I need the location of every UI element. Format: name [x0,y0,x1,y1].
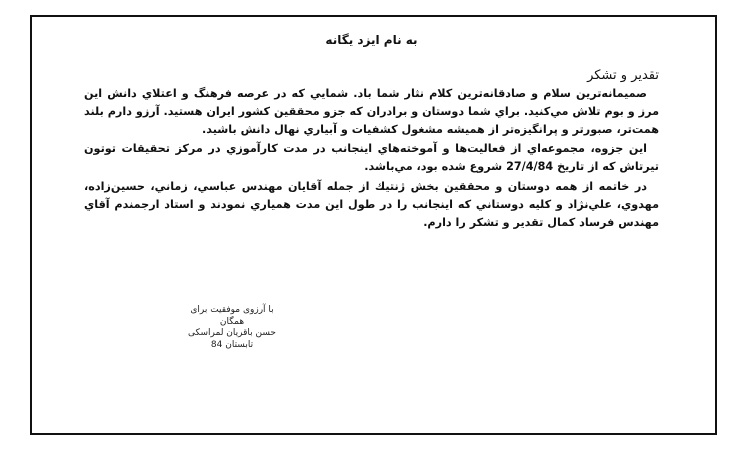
paragraph-acknowledgement: در خاتمه از همه دوستان و محققين بخش ژنتيك از جمله آقايان مهندس عباسي، زماني، حسين‌زاده، مهدوي، علي‌نژاد و كليه دوستاني كه اينجانب را در طول اين مدت همياري نمودند و استاد ارجمندم آقاي مهندس فرساد كمال تقدير و تشكر را دارم. [84,179,659,229]
document-body [84,29,659,233]
paragraph-greeting: صميمانه‌ترين سلام و صادقانه‌ترين كلام نثار شما باد. شمايي كه در عرصه فرهنگ و اعتلاي دانش اين مرز و بوم تلاش مي‌كنيد. براي شما دوستان و برادران كه جزو محققين كشور ايران هستيد. آرزو دارم بلند همت‌تر، صبورتر و پرانگيزه‌تر از هميشه مشغول كشفيات و آبياري نهال دانش باشيد. [84,87,659,136]
document-page [30,15,717,435]
signature-author-name: حسن باقریان لمراسکی [188,328,276,338]
signature-block [162,305,302,351]
document-title: به نام ایزد یگانه [325,33,418,47]
document-heading: تقدير و تشكر [587,68,659,83]
signature-date: تابستان 84 [210,339,254,350]
signature-everyone-line: همگان [219,316,245,327]
signature-wish-line: با آرزوی موفقیت برای [190,305,274,315]
paragraph-internship: اين جزوه، مجموعه‌اي از فعاليت‌ها و آموخته‌هاي اينجانب در مدت كارآموزي در مركز تحقيقات توتون تيرتاش كه از تاريخ 27/4/84 شروع شده بود، مي‌باشد. [84,142,659,174]
